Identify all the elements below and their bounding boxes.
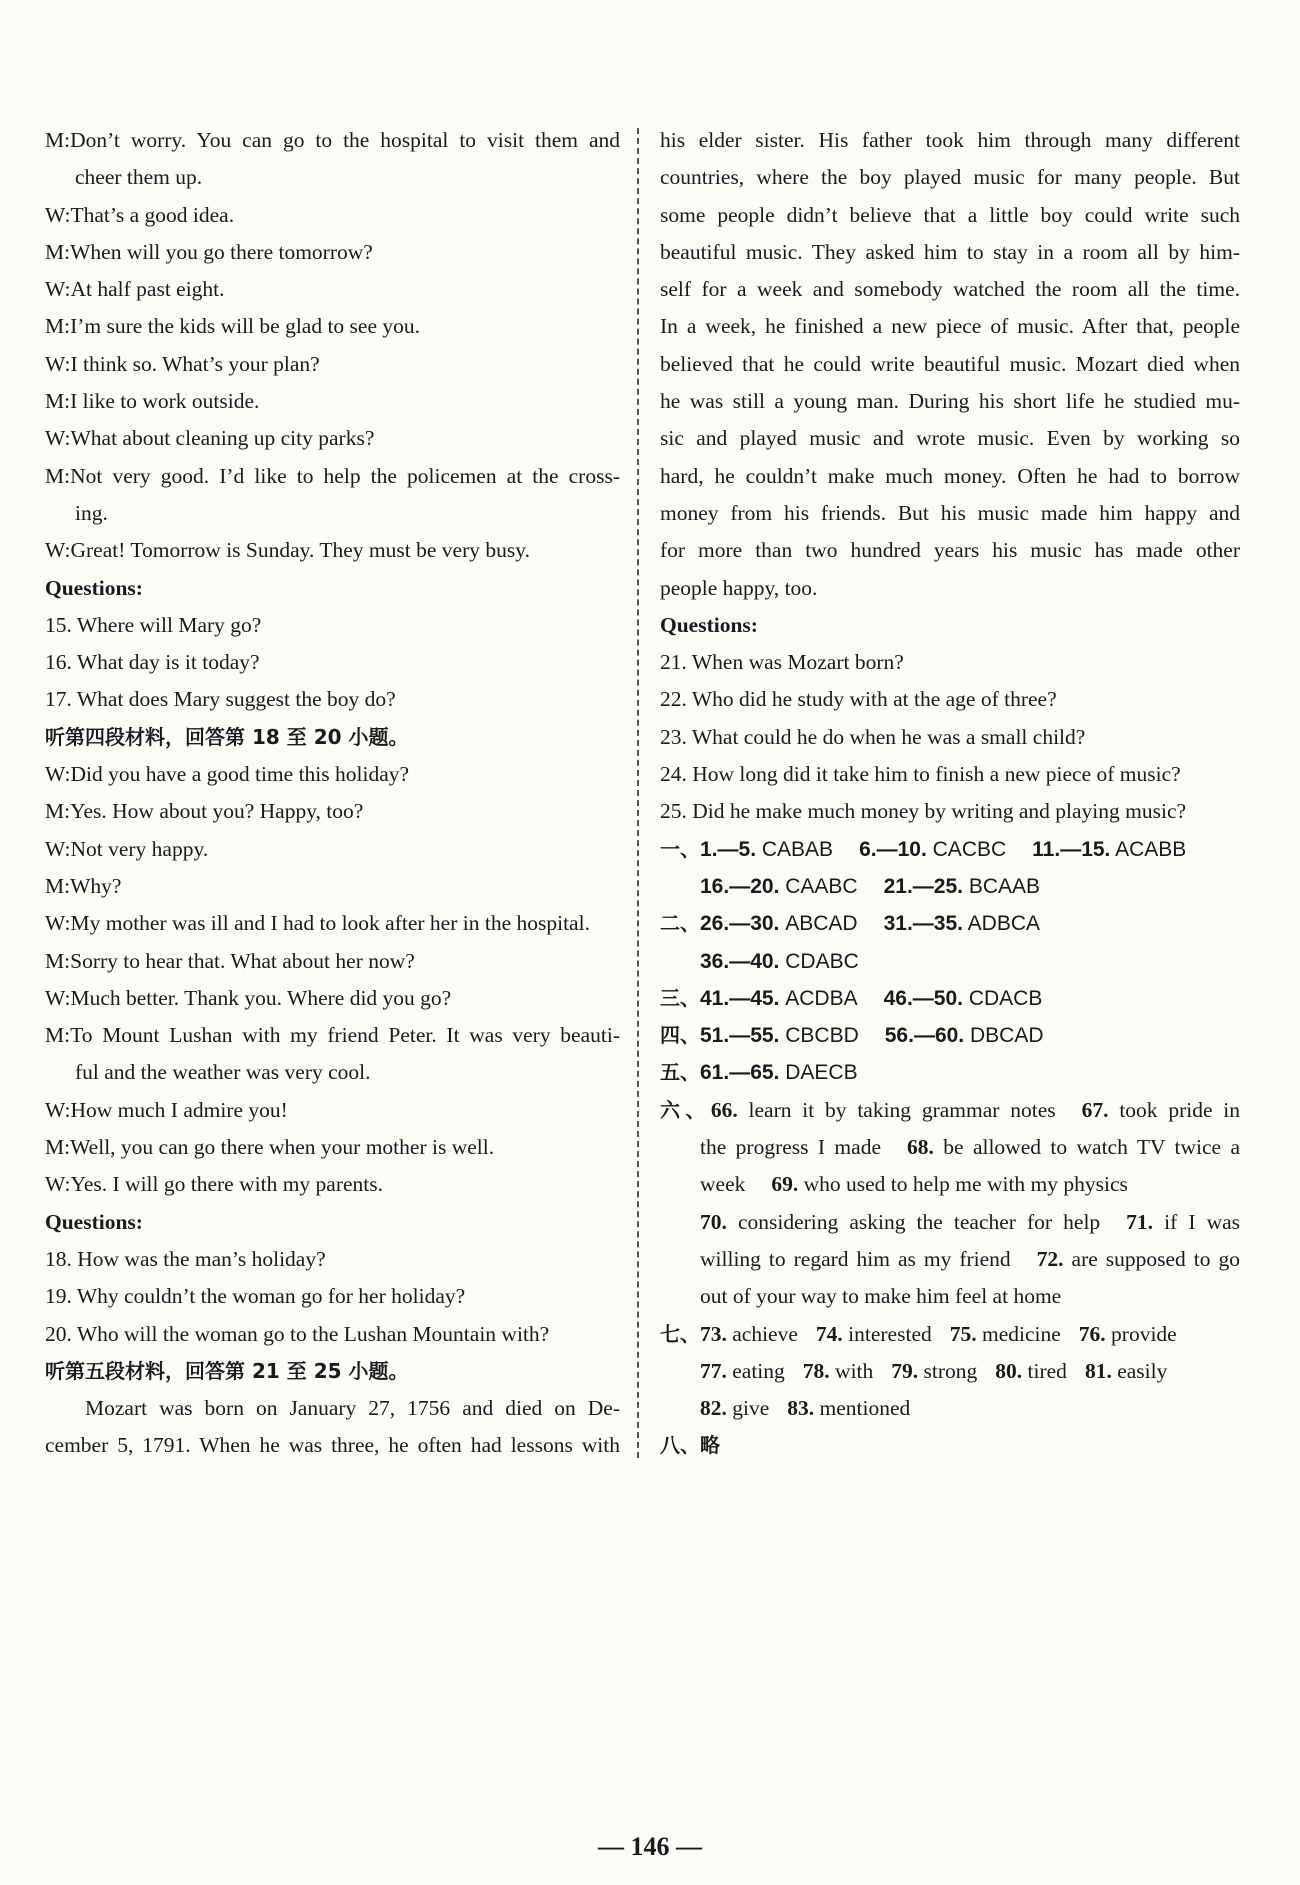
dialogue-line: M:Why? xyxy=(45,873,122,898)
dialogue-line: M:When will you go there tomorrow? xyxy=(45,239,373,264)
dialogue-line-cont: cheer them up. xyxy=(75,165,203,190)
answer-row: week 69. who used to help me with my physics xyxy=(700,1172,1128,1197)
question: 18. How was the man’s holiday? xyxy=(45,1246,326,1271)
dialogue-line: W:Did you have a good time this holiday? xyxy=(45,762,410,787)
question: 15. Where will Mary go? xyxy=(45,612,262,637)
questions-label: Questions: xyxy=(660,612,758,637)
answer-row: the progress I made 68. be allowed to watch TV twice a xyxy=(700,1135,1240,1160)
dialogue-line: W:Yes. I will go there with my parents. xyxy=(45,1172,384,1197)
dialogue-line: W:My mother was ill and I had to look after her in the hospital. xyxy=(45,911,590,936)
dialogue-line: W:That’s a good idea. xyxy=(45,202,235,227)
answer-row: 36.—40. CDABC xyxy=(700,949,859,973)
dialogue-line: W:I think so. What’s your plan? xyxy=(45,351,320,376)
answer-row: 四、51.—55. CBCBD 56.—60. DBCAD xyxy=(660,1023,1044,1048)
question: 20. Who will the woman go to the Lushan Mountain with? xyxy=(45,1321,550,1346)
passage-line: cember 5, 1791. When he was three, he often had lessons with xyxy=(45,1433,620,1458)
dialogue-line: M:To Mount Lushan with my friend Peter. It was very beauti- xyxy=(45,1023,620,1048)
answer-row: 二、26.—30. ABCAD 31.—35. ADBCA xyxy=(660,911,1041,936)
passage-line: sic and played music and wrote music. Even by working so xyxy=(660,426,1240,451)
passage-line: beautiful music. They asked him to stay in a room all by him- xyxy=(660,239,1240,264)
answer-row: out of your way to make him feel at home xyxy=(700,1284,1062,1309)
questions-label: Questions: xyxy=(45,575,143,600)
passage-line: his elder sister. His father took him through many different xyxy=(660,128,1240,152)
question: 19. Why couldn’t the woman go for her holiday? xyxy=(45,1284,466,1309)
answer-row: 77. eating 78. with 79. strong 80. tired 81. easily xyxy=(700,1358,1168,1383)
answer-row: 七、73. achieve 74. interested 75. medicine 76. provide xyxy=(660,1321,1177,1346)
question: 22. Who did he study with at the age of three? xyxy=(660,687,1057,712)
answer-row: 五、61.—65. DAECB xyxy=(660,1060,858,1085)
page-number: — 146 — xyxy=(598,1832,702,1861)
passage-line: some people didn’t believe that a little boy could write such xyxy=(660,202,1240,227)
answer-row: 三、41.—45. ACDBA 46.—50. CDACB xyxy=(660,985,1043,1010)
section-heading: 听第四段材料，回答第 18 至 20 小题。 xyxy=(45,724,409,749)
column-divider xyxy=(637,128,639,1458)
left-column xyxy=(45,122,620,1465)
dialogue-line: M:I like to work outside. xyxy=(45,389,260,414)
dialogue-line: W:Not very happy. xyxy=(45,836,209,861)
question: 25. Did he make much money by writing and playing music? xyxy=(660,799,1187,824)
passage-line: countries, where the boy played music for many people. But xyxy=(660,165,1240,190)
question: 17. What does Mary suggest the boy do? xyxy=(45,687,396,712)
answer-row: 16.—20. CAABC 21.—25. BCAAB xyxy=(700,874,1041,898)
answer-row: 八、略 xyxy=(660,1433,720,1458)
section-heading: 听第五段材料，回答第 21 至 25 小题。 xyxy=(45,1358,409,1383)
answer-row: 70. considering asking the teacher for help 71. if I was xyxy=(700,1209,1240,1234)
passage-line: Mozart was born on January 27, 1756 and died on De- xyxy=(85,1396,620,1421)
passage-line: for more than two hundred years his music has made other xyxy=(660,538,1240,563)
dialogue-line: W:What about cleaning up city parks? xyxy=(45,426,375,451)
questions-label: Questions: xyxy=(45,1209,143,1234)
dialogue-line: M:I’m sure the kids will be glad to see you. xyxy=(45,314,421,339)
right-column xyxy=(660,122,1240,1465)
dialogue-line-cont: ful and the weather was very cool. xyxy=(75,1060,371,1085)
answer-row: willing to regard him as my friend 72. are supposed to go xyxy=(700,1246,1240,1271)
dialogue-line: M:Yes. How about you? Happy, too? xyxy=(45,799,364,824)
dialogue-line: M:Don’t worry. You can go to the hospital to visit them and xyxy=(45,128,620,152)
passage-line: believed that he could write beautiful music. Mozart died when xyxy=(660,351,1240,376)
passage-line: In a week, he finished a new piece of music. After that, people xyxy=(660,314,1240,339)
passage-line: hard, he couldn’t make much money. Often he had to borrow xyxy=(660,463,1240,488)
question: 16. What day is it today? xyxy=(45,650,260,675)
passage-line: money from his friends. But his music made him happy and xyxy=(660,500,1240,525)
dialogue-line: W:How much I admire you! xyxy=(45,1097,288,1122)
question: 24. How long did it take him to finish a new piece of music? xyxy=(660,762,1181,787)
dialogue-line: M:Not very good. I’d like to help the policemen at the cross- xyxy=(45,463,620,488)
answer-row: 82. give 83. mentioned xyxy=(700,1396,911,1421)
dialogue-line-cont: ing. xyxy=(75,500,108,525)
dialogue-line: W:Much better. Thank you. Where did you go? xyxy=(45,985,452,1010)
passage-line: he was still a young man. During his short life he studied mu- xyxy=(660,389,1240,414)
dialogue-line: M:Sorry to hear that. What about her now? xyxy=(45,948,415,973)
answer-row: 一、1.—5. CABAB 6.—10. CACBC 11.—15. ACABB xyxy=(660,836,1187,861)
dialogue-line: M:Well, you can go there when your mother is well. xyxy=(45,1135,495,1160)
question: 21. When was Mozart born? xyxy=(660,650,904,675)
dialogue-line: W:Great! Tomorrow is Sunday. They must be very busy. xyxy=(45,538,530,563)
answer-row: 六、66. learn it by taking grammar notes 67. took pride in xyxy=(660,1097,1240,1122)
passage-line: self for a week and somebody watched the room all the time. xyxy=(660,277,1240,302)
passage-line: people happy, too. xyxy=(660,575,818,600)
question: 23. What could he do when he was a small child? xyxy=(660,724,1086,749)
dialogue-line: W:At half past eight. xyxy=(45,277,225,302)
